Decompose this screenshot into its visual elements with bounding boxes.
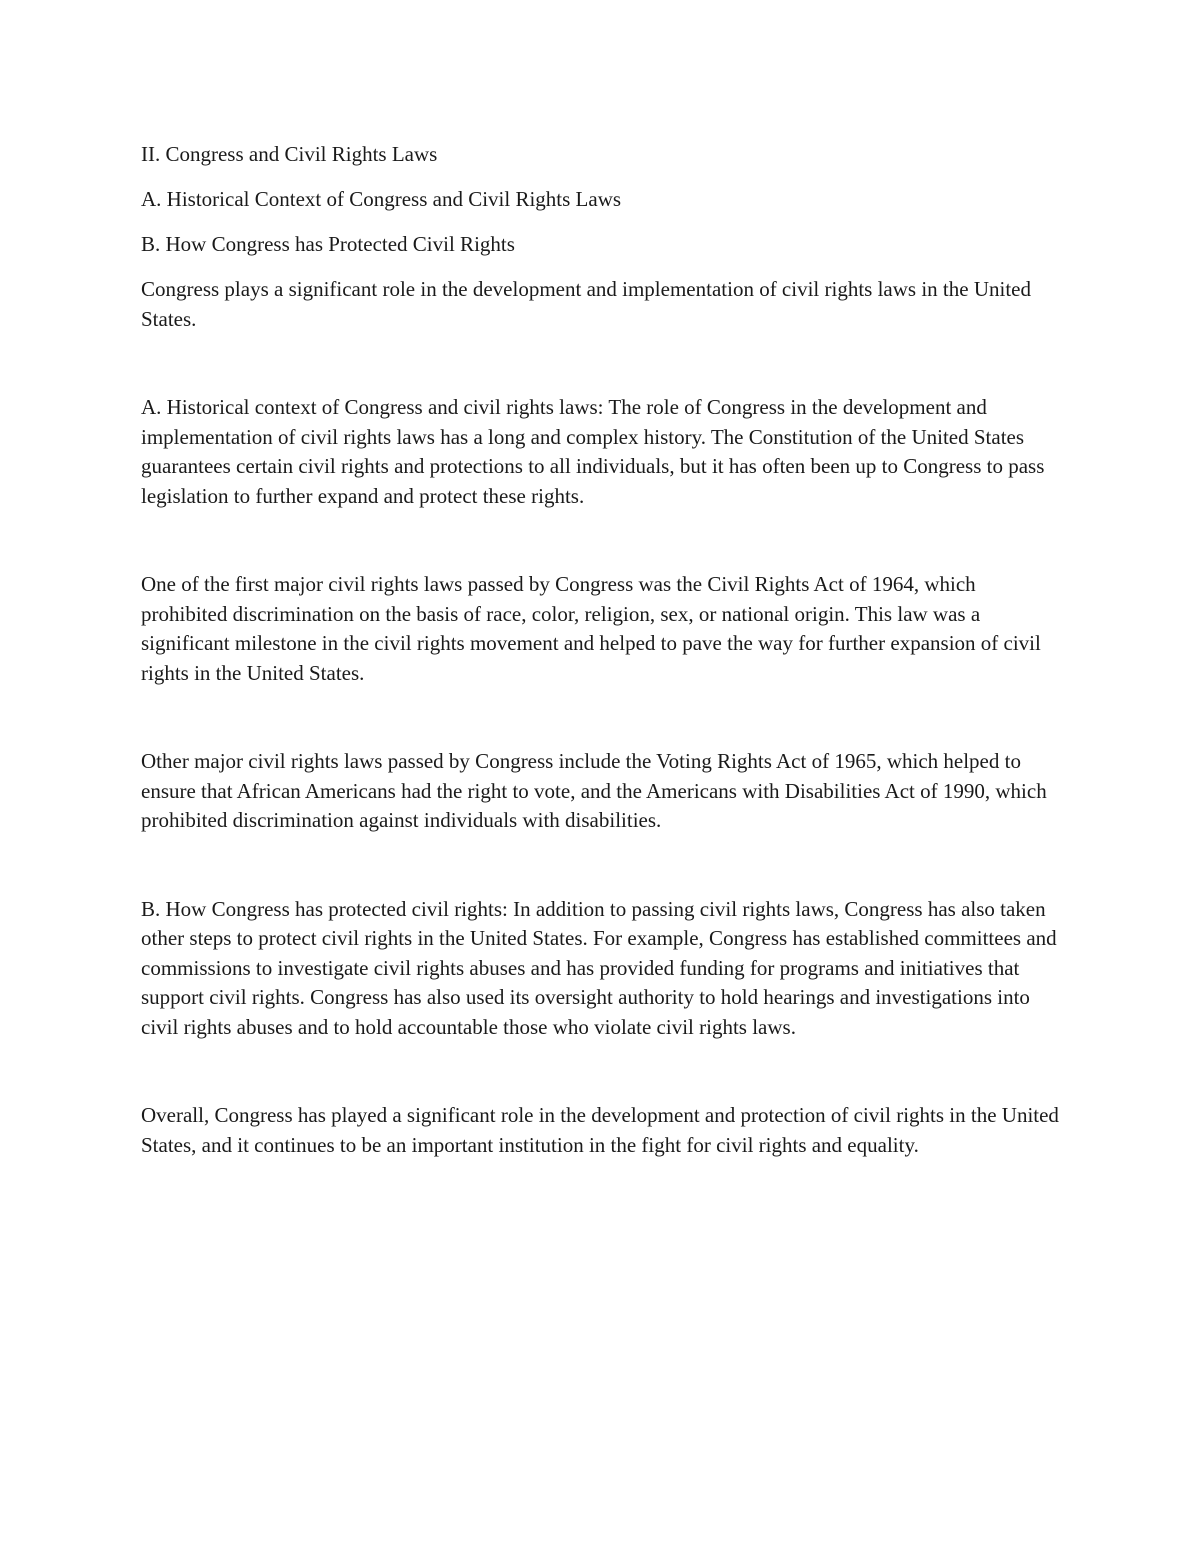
civil-rights-act-paragraph: One of the first major civil rights laws passed by Congress was the Civil Rights Act of 1964, which prohibited discrimination on the basis of race, color, religion, sex, or national origin. This law was a significant milestone in the civil rights movement and helped to pave the way for further expansion of civil rights in the United States.: [141, 572, 1041, 685]
subsection-heading-b: B. How Congress has Protected Civil Rights: [141, 232, 515, 256]
subsection-heading-a: A. Historical Context of Congress and Civil Rights Laws: [141, 187, 622, 211]
historical-context-paragraph: A. Historical context of Congress and civil rights laws: The role of Congress in the development and implementation of civil rights laws has a long and complex history. The Constitution of the United States guarantees certain civil rights and protections to all individuals, but it has often been up to Congress to pass legislation to further expand and protect these rights.: [141, 395, 1045, 508]
conclusion-paragraph: Overall, Congress has played a significant role in the development and protection of civil rights in the United States, and it continues to be an important institution in the fight for civil rights and equality.: [141, 1103, 1059, 1157]
other-laws-paragraph: Other major civil rights laws passed by Congress include the Voting Rights Act of 1965, which helped to ensure that African Americans had the right to vote, and the Americans with Disabilities Act of 1990, which prohibited discrimination against individuals with disabilities.: [141, 749, 1047, 832]
protection-paragraph: B. How Congress has protected civil rights: In addition to passing civil rights laws, Congress has also taken other steps to protect civil rights in the United States. For example, Congress has established committees and commissions to investigate civil rights abuses and has provided funding for programs and initiatives that support civil rights. Congress has also used its oversight authority to hold hearings and investigations into civil rights abuses and to hold accountable those who violate civil rights laws.: [141, 896, 1057, 1039]
intro-paragraph: Congress plays a significant role in the development and implementation of civil rights laws in the United States.: [141, 277, 1031, 331]
document-body: [141, 140, 1066, 1160]
section-heading: II. Congress and Civil Rights Laws: [141, 142, 438, 166]
